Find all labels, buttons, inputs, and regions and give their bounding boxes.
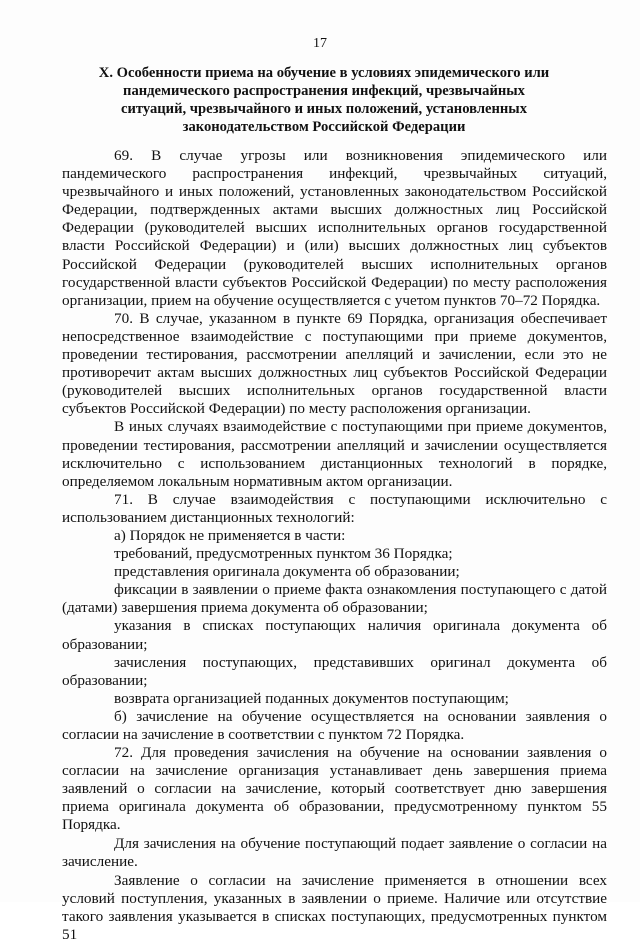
paragraph-72: 72. Для проведения зачисления на обучение на основании заявления о согласии на зачисление организация устанавливает день завершения приема заявлений о согласии на зачисление, который соответствует дню завершения приема оригинала документа об образовании, предусмотренному пунктом 55 Порядка. <box>62 744 607 834</box>
paragraph-71-b: б) зачисление на обучение осуществляется на основании заявления о согласии на зачисление в соответствии с пунктом 72 Порядка. <box>62 707 607 743</box>
paragraph-71: 71. В случае взаимодействия с поступающими исключительно с использованием дистанционных технологий: <box>62 490 607 526</box>
paragraph-70-other-cases: В иных случаях взаимодействие с поступающими при приеме документов, проведении тестирования, рассмотрении апелляций и зачислении осуществляется исключительно с использованием дистанционных технологий в порядке, определяемом локальным нормативным актом организации. <box>62 418 607 490</box>
paragraph-69: 69. В случае угрозы или возникновения эпидемического или пандемического распространения инфекций, чрезвычайных ситуаций, чрезвычайного и иных положений, установленных законодательством Российской Федерации, подтвержденных актами высших должностных лиц Российской Федерации (руководителей высших исполнительных органов государственной власти Российской Федерации) и (или) высших должностных лиц субъектов Российской Федерации (руководителей высших исполнительных органов государственной власти субъектов Российской Федерации) по месту расположения организации, прием на обучение осуществляется с учетом пунктов 70–72 Порядка. <box>62 147 607 309</box>
body-text <box>62 147 607 944</box>
list-item: указания в списках поступающих наличия оригинала документа об образовании; <box>62 617 607 653</box>
page-number: 17 <box>313 36 327 51</box>
list-item: представления оригинала документа об образовании; <box>114 563 460 581</box>
paragraph-72-consent: Заявление о согласии на зачисление применяется в отношении всех условий поступления, указанных в заявлении о приеме. Наличие или отсутствие такого заявления указывается в списках поступающих, предусмотренных пунктом 51 <box>62 871 607 944</box>
list-item: фиксации в заявлении о приеме факта ознакомления поступающего с датой (датами) завершения приема документа об образовании; <box>62 581 607 617</box>
section-title: X. Особенности приема на обучение в условиях эпидемического или пандемического распространения инфекций, чрезвычайных ситуаций, чрезвычайного и иных положений, установленных законодательством Российской Федерации <box>98 65 550 135</box>
paragraph-71-a: а) Порядок не применяется в части: <box>114 526 346 544</box>
paragraph-72-submit: Для зачисления на обучение поступающий подает заявление о согласии на зачисление. <box>62 834 607 870</box>
list-item: требований, предусмотренных пунктом 36 Порядка; <box>114 545 453 563</box>
paragraph-70: 70. В случае, указанном в пункте 69 Порядка, организация обеспечивает непосредственное взаимодействие с поступающими при приеме документов, проведении тестирования, рассмотрении апелляций и зачислении, если это не противоречит актам высших должностных лиц субъектов Российской Федерации (руководителей высших исполнительных органов государственной власти субъектов Российской Федерации) по месту расположения организации. <box>62 309 607 418</box>
list-item: возврата организацией поданных документов поступающим; <box>114 689 509 707</box>
list-item: зачисления поступающих, представивших оригинал документа об образовании; <box>62 653 607 689</box>
